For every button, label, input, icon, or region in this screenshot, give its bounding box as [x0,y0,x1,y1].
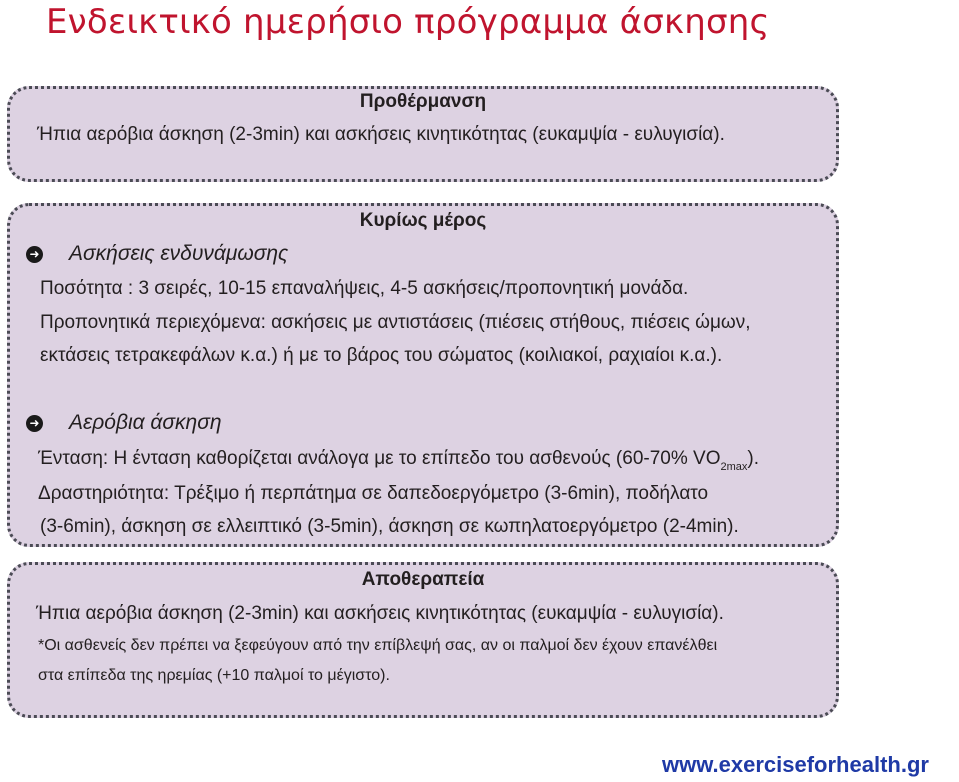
strength-quantity: Ποσότητα : 3 σειρές, 10-15 επαναλήψεις, 4-5 ασκήσεις/προπονητική μονάδα. [40,278,689,299]
footer-url[interactable]: www.exerciseforhealth.gr [662,752,929,777]
aerobic-heading-label: Αερόβια άσκηση [69,411,222,434]
cooldown-note-2: στα επίπεδα της ηρεμίας (+10 παλμοί το μέγιστο). [38,667,390,684]
page-title: Ενδεικτικό ημερήσιο πρόγραμμα άσκησης [46,2,770,42]
strength-content-2: εκτάσεις τετρακεφάλων κ.α.) ή με το βάρος του σώματος (κοιλιακοί, ραχιαίοι κ.α.). [40,345,723,366]
arrow-bullet-icon: ➜ [26,246,43,263]
aerobic-intensity-text: Ένταση: Η ένταση καθορίζεται ανάλογα με το επίπεδο του ασθενούς (60-70% VO [38,448,721,469]
warmup-text: Ήπια αερόβια άσκηση (2-3min) και ασκήσεις κινητικότητας (ευκαμψία - ευλυγισία). [37,124,725,145]
arrow-bullet-icon: ➜ [26,415,43,432]
main-panel [7,203,839,547]
aerobic-activity-1: Δραστηριότητα: Τρέξιμο ή περπάτημα σε δαπεδοεργόμετρο (3-6min), ποδήλατο [38,483,709,504]
aerobic-heading [26,411,222,435]
cooldown-note-1: *Οι ασθενείς δεν πρέπει να ξεφεύγουν από την επίβλεψή σας, αν οι παλμοί δεν έχουν επανέλθει [38,637,718,654]
aerobic-intensity [38,448,759,473]
main-title: Κυρίως μέρος [359,210,487,231]
warmup-panel [7,86,839,182]
cooldown-panel [7,562,839,718]
aerobic-activity-2: (3-6min), άσκηση σε ελλειπτικό (3-5min), άσκηση σε κωπηλατοεργόμετρο (2-4min). [40,516,739,537]
strength-content-1: Προπονητικά περιεχόμενα: ασκήσεις με αντιστάσεις (πιέσεις στήθους, πιέσεις ώμων, [40,312,751,333]
vo2max-subscript: 2max [720,461,748,473]
strength-heading [26,242,288,266]
cooldown-text: Ήπια αερόβια άσκηση (2-3min) και ασκήσεις κινητικότητας (ευκαμψία - ευλυγισία). [36,603,724,624]
aerobic-intensity-end: ). [747,448,759,469]
cooldown-title: Αποθεραπεία [361,569,485,590]
warmup-title: Προθέρμανση [359,91,487,112]
strength-heading-label: Ασκήσεις ενδυνάμωσης [69,242,289,265]
